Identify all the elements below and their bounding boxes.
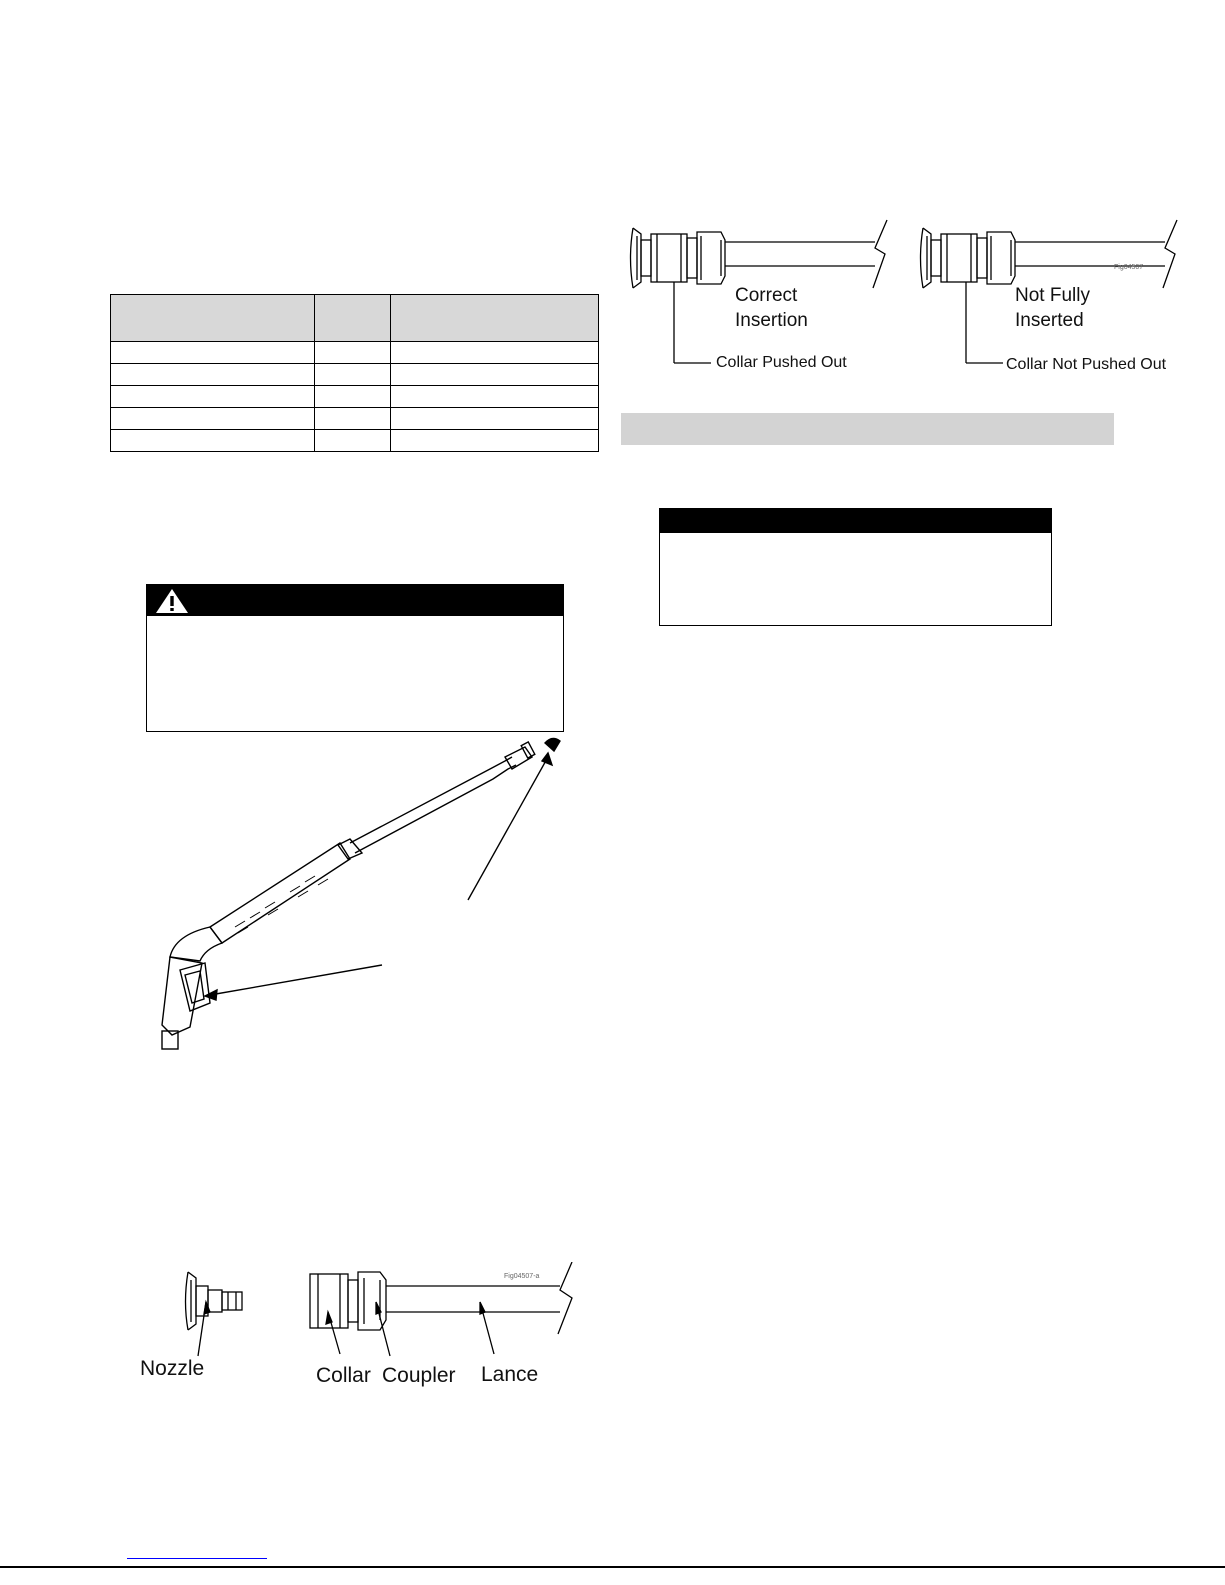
- figure-id: Fig04507: [1114, 264, 1144, 271]
- collar-not-pushed-out-callout: Collar Not Pushed Out: [1006, 356, 1167, 373]
- footer-link-rule: [127, 1558, 267, 1559]
- table-row: [111, 386, 599, 408]
- warning-box: [146, 584, 564, 732]
- nozzle-part: [186, 1272, 243, 1330]
- warning-triangle-icon: [155, 588, 189, 614]
- notice-header: [660, 509, 1051, 533]
- collar-pushed-out-callout: Collar Pushed Out: [716, 354, 847, 371]
- spray-gun-diagram: [150, 735, 580, 1060]
- coupler-label: Coupler: [382, 1364, 456, 1387]
- section-heading-band: [621, 413, 1114, 445]
- footer-rule: [0, 1566, 1225, 1568]
- table-row: [111, 342, 599, 364]
- table-row: [111, 430, 599, 452]
- table-header-row: [111, 295, 599, 342]
- not-fully-inserted-label: Not Fully Inserted: [1015, 285, 1090, 331]
- parts-figure-id: Fig04507-a: [504, 1273, 540, 1280]
- spec-table: [110, 294, 599, 452]
- table-row: [111, 408, 599, 430]
- warning-header: [147, 585, 563, 616]
- notice-box: [659, 508, 1052, 626]
- nozzle-label: Nozzle: [140, 1357, 205, 1380]
- table-row: [111, 364, 599, 386]
- collar-label: Collar: [316, 1364, 371, 1387]
- correct-insertion-label: Correct Insertion: [735, 285, 808, 331]
- lance-label: Lance: [481, 1363, 539, 1386]
